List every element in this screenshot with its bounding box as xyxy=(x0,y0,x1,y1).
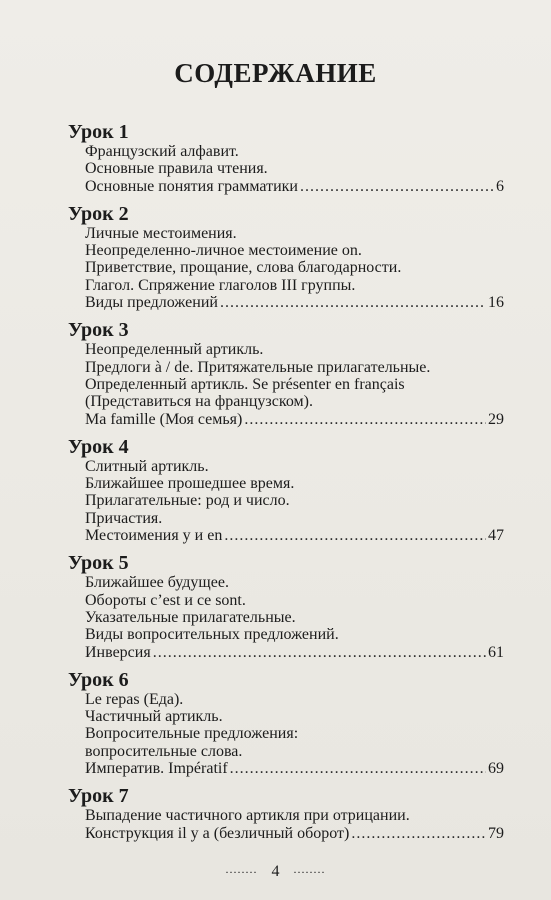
toc-entry-with-page xyxy=(68,527,504,544)
lesson-title: Урок 5 xyxy=(68,552,129,575)
toc-entry: Le repas (Еда). xyxy=(85,690,184,708)
lesson-title: Урок 3 xyxy=(68,319,129,342)
toc-entry-with-page xyxy=(68,294,504,311)
toc-entry-with-page xyxy=(68,760,504,777)
toc-entry: Ближайшее будущее. xyxy=(85,574,229,592)
lesson-title: Урок 1 xyxy=(68,121,129,143)
toc-entry: Основные правила чтения. xyxy=(85,160,268,178)
toc-entry-with-page xyxy=(68,825,504,842)
toc-entry: Прилагательные: род и число. xyxy=(85,492,290,510)
toc-entry-text: Местоимения y и en xyxy=(85,527,223,545)
toc-entry: Частичный артикль. xyxy=(85,708,223,726)
lesson-section xyxy=(68,320,504,427)
toc-entry: Обороты c’est и ce sont. xyxy=(85,591,246,609)
toc-entry: Указательные прилагательные. xyxy=(85,608,296,626)
toc-entry-text: Ma famille (Моя семья) xyxy=(85,410,243,428)
toc-entry: Ближайшее прошедшее время. xyxy=(85,475,295,493)
leader-dots xyxy=(300,178,494,195)
toc-entry-text: Конструкция il y a (безличный оборот) xyxy=(85,824,350,842)
lesson-section xyxy=(68,786,504,842)
toc-entry: Виды вопросительных предложений. xyxy=(85,626,339,644)
lesson-title: Урок 7 xyxy=(68,785,129,808)
toc-entry: (Представиться на французском). xyxy=(85,393,313,411)
toc-entry: Выпадение частичного артикля при отрицании. xyxy=(85,807,410,825)
toc-entry: Личные местоимения. xyxy=(85,224,237,242)
toc-entry: вопросительные слова. xyxy=(85,742,243,760)
page-title: СОДЕРЖАНИЕ xyxy=(174,58,377,88)
leader-dots xyxy=(230,760,486,777)
toc-entry-text: Основные понятия грамматики xyxy=(85,177,298,195)
footer-dots-right: ........ xyxy=(293,862,326,876)
toc-entry-with-page xyxy=(68,178,504,195)
page-number: 16 xyxy=(488,294,504,312)
footer-page-number: 4 xyxy=(271,863,280,880)
lesson-section xyxy=(68,204,504,311)
leader-dots xyxy=(153,644,486,661)
toc-entry-with-page xyxy=(68,411,504,428)
toc-entry: Определенный артикль. Se présenter en français xyxy=(85,375,405,393)
toc-entry: Причастия. xyxy=(85,509,163,527)
page-number: 79 xyxy=(488,824,504,842)
lesson-section xyxy=(68,122,504,195)
lesson-title: Урок 6 xyxy=(68,668,129,691)
leader-dots xyxy=(244,411,486,428)
toc-entry: Французский алфавит. xyxy=(85,143,239,160)
lesson-title: Урок 4 xyxy=(68,435,129,458)
toc-entry-with-page xyxy=(68,644,504,661)
toc-entry: Предлоги à / de. Притяжательные прилагательные. xyxy=(85,358,431,376)
page-number: 29 xyxy=(488,410,504,428)
toc-entry: Вопросительные предложения: xyxy=(85,725,299,743)
lesson-section xyxy=(68,553,504,660)
leader-dots xyxy=(224,527,486,544)
toc-entry: Неопределенный артикль. xyxy=(85,341,264,359)
toc-entry: Неопределенно-личное местоимение on. xyxy=(85,242,362,260)
toc-entry-text: Виды предложений xyxy=(85,294,218,312)
lesson-section xyxy=(68,437,504,544)
table-of-contents xyxy=(68,122,504,851)
toc-entry: Приветствие, прощание, слова благодарности. xyxy=(85,259,402,277)
lesson-title: Урок 2 xyxy=(68,202,129,225)
toc-entry: Глагол. Спряжение глаголов III группы. xyxy=(85,276,356,294)
page-number: 61 xyxy=(488,643,504,661)
page-number: 47 xyxy=(488,527,504,545)
leader-dots xyxy=(220,294,486,311)
page-number: 6 xyxy=(496,177,504,195)
toc-entry-text: Императив. Impératif xyxy=(85,760,228,778)
leader-dots xyxy=(351,825,486,842)
toc-entry: Слитный артикль. xyxy=(85,457,209,475)
footer-dots-left: ........ xyxy=(225,862,258,876)
toc-entry-text: Инверсия xyxy=(85,643,151,661)
lesson-section xyxy=(68,670,504,777)
page-footer xyxy=(0,862,551,881)
page-number: 69 xyxy=(488,760,504,778)
